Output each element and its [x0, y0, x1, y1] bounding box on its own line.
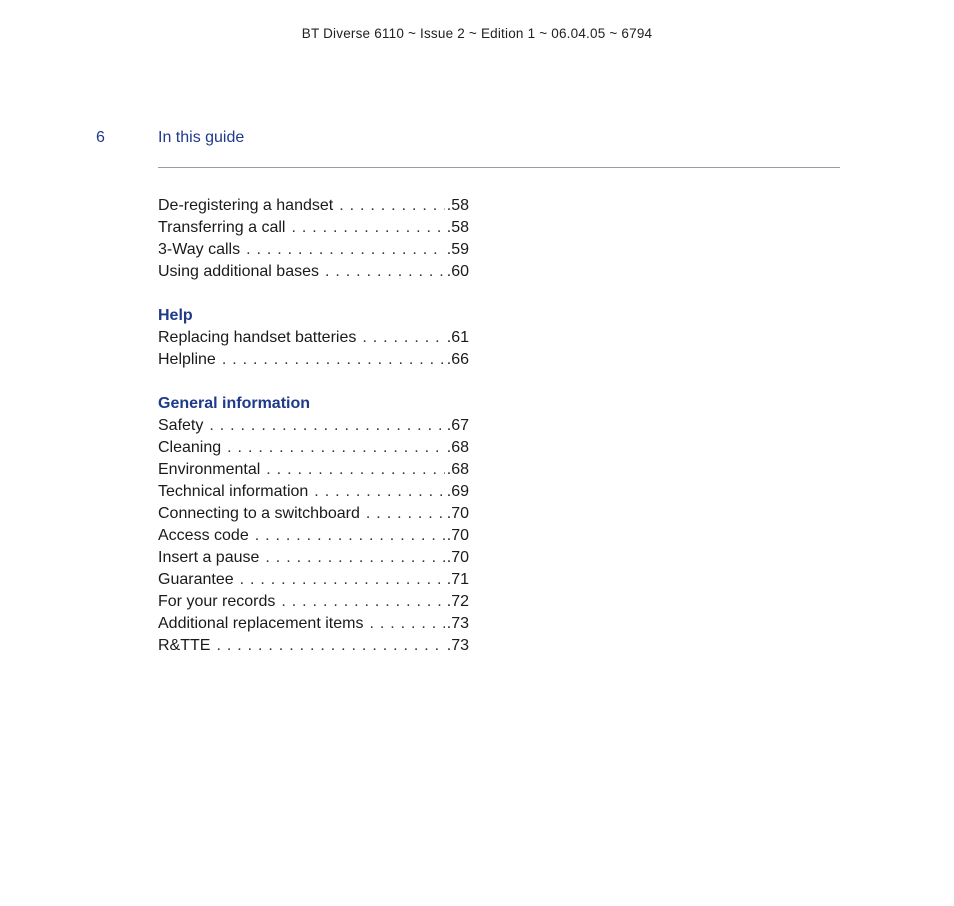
toc-group-general-information [158, 393, 469, 657]
toc-entry-page: .73 [446, 637, 469, 654]
toc-entry-page: .59 [446, 241, 469, 258]
toc-entry[interactable] [158, 547, 469, 569]
toc-entry-label: De-registering a handset [158, 197, 334, 214]
toc-entry-label: Connecting to a switchboard [158, 505, 360, 522]
dot-leader [227, 437, 445, 459]
toc-entry-label: 3-Way calls [158, 241, 241, 258]
dot-leader [216, 635, 444, 657]
toc-entry-page: .72 [446, 593, 469, 610]
toc-entry-page: .67 [446, 417, 469, 434]
toc-entry-page: .70 [446, 549, 469, 566]
toc-entry-page: .66 [446, 351, 469, 368]
toc-entry-label: Transferring a call [158, 219, 286, 236]
toc-entry-label: Safety [158, 417, 204, 434]
toc-entry-label: Replacing handset batteries [158, 329, 357, 346]
dot-leader [281, 591, 444, 613]
dot-leader [246, 239, 445, 261]
toc-entry[interactable] [158, 437, 469, 459]
toc-entry-label: R&TTE [158, 637, 211, 654]
running-header: BT Diverse 6110 ~ Issue 2 ~ Edition 1 ~ 06.04.05 ~ 6794 [301, 26, 653, 41]
toc-entry-page: .71 [446, 571, 469, 588]
toc-entry[interactable] [158, 569, 469, 591]
toc-entry-page: .58 [446, 219, 469, 236]
toc-entry[interactable] [158, 239, 469, 261]
dot-leader [209, 415, 444, 437]
toc-entry[interactable] [158, 481, 469, 503]
dot-leader [266, 459, 444, 481]
toc-entry-label: Insert a pause [158, 549, 260, 566]
dot-leader [314, 481, 444, 503]
toc-entry-label: Additional replacement items [158, 615, 364, 632]
toc-entry[interactable] [158, 525, 469, 547]
toc-entry-label: Environmental [158, 461, 261, 478]
dot-leader [265, 547, 444, 569]
dot-leader [362, 327, 444, 349]
toc-entry[interactable] [158, 591, 469, 613]
toc-entry-label: Cleaning [158, 439, 222, 456]
dot-leader [255, 525, 445, 547]
toc-entry-label: Guarantee [158, 571, 234, 588]
toc-entry-label: Using additional bases [158, 263, 319, 280]
toc-heading-help: Help [158, 307, 193, 324]
toc-heading-general-information: General information [158, 395, 311, 412]
section-title: In this guide [158, 129, 245, 146]
toc-entry-page: .69 [446, 483, 469, 500]
toc-entry[interactable] [158, 459, 469, 481]
toc-entry-page: .73 [446, 615, 469, 632]
dot-leader [369, 613, 444, 635]
toc-entry-page: .70 [446, 505, 469, 522]
toc-entry[interactable] [158, 613, 469, 635]
dot-leader [325, 261, 445, 283]
toc-entry[interactable] [158, 635, 469, 657]
toc-group-calls [158, 195, 469, 283]
dot-leader [339, 195, 445, 217]
toc-entry[interactable] [158, 415, 469, 437]
toc-entry[interactable] [158, 195, 469, 217]
toc-entry-page: .68 [446, 461, 469, 478]
header-divider [158, 167, 840, 168]
toc-entry[interactable] [158, 349, 469, 371]
page-number: 6 [96, 129, 105, 146]
toc-entry[interactable] [158, 503, 469, 525]
toc-entry-page: .68 [446, 439, 469, 456]
toc-entry[interactable] [158, 217, 469, 239]
toc-entry[interactable] [158, 327, 469, 349]
toc-group-help [158, 305, 469, 371]
toc-entry-label: For your records [158, 593, 276, 610]
toc-entry-label: Helpline [158, 351, 216, 368]
toc-entry-label: Technical information [158, 483, 309, 500]
dot-leader [291, 217, 444, 239]
dot-leader [240, 569, 445, 591]
toc-entry-label: Access code [158, 527, 249, 544]
toc-entry-page: .61 [446, 329, 469, 346]
dot-leader [366, 503, 445, 525]
table-of-contents [158, 195, 469, 679]
toc-entry-page: .58 [446, 197, 469, 214]
toc-entry-page: .60 [446, 263, 469, 280]
toc-entry[interactable] [158, 261, 469, 283]
toc-entry-page: .70 [446, 527, 469, 544]
dot-leader [222, 349, 445, 371]
